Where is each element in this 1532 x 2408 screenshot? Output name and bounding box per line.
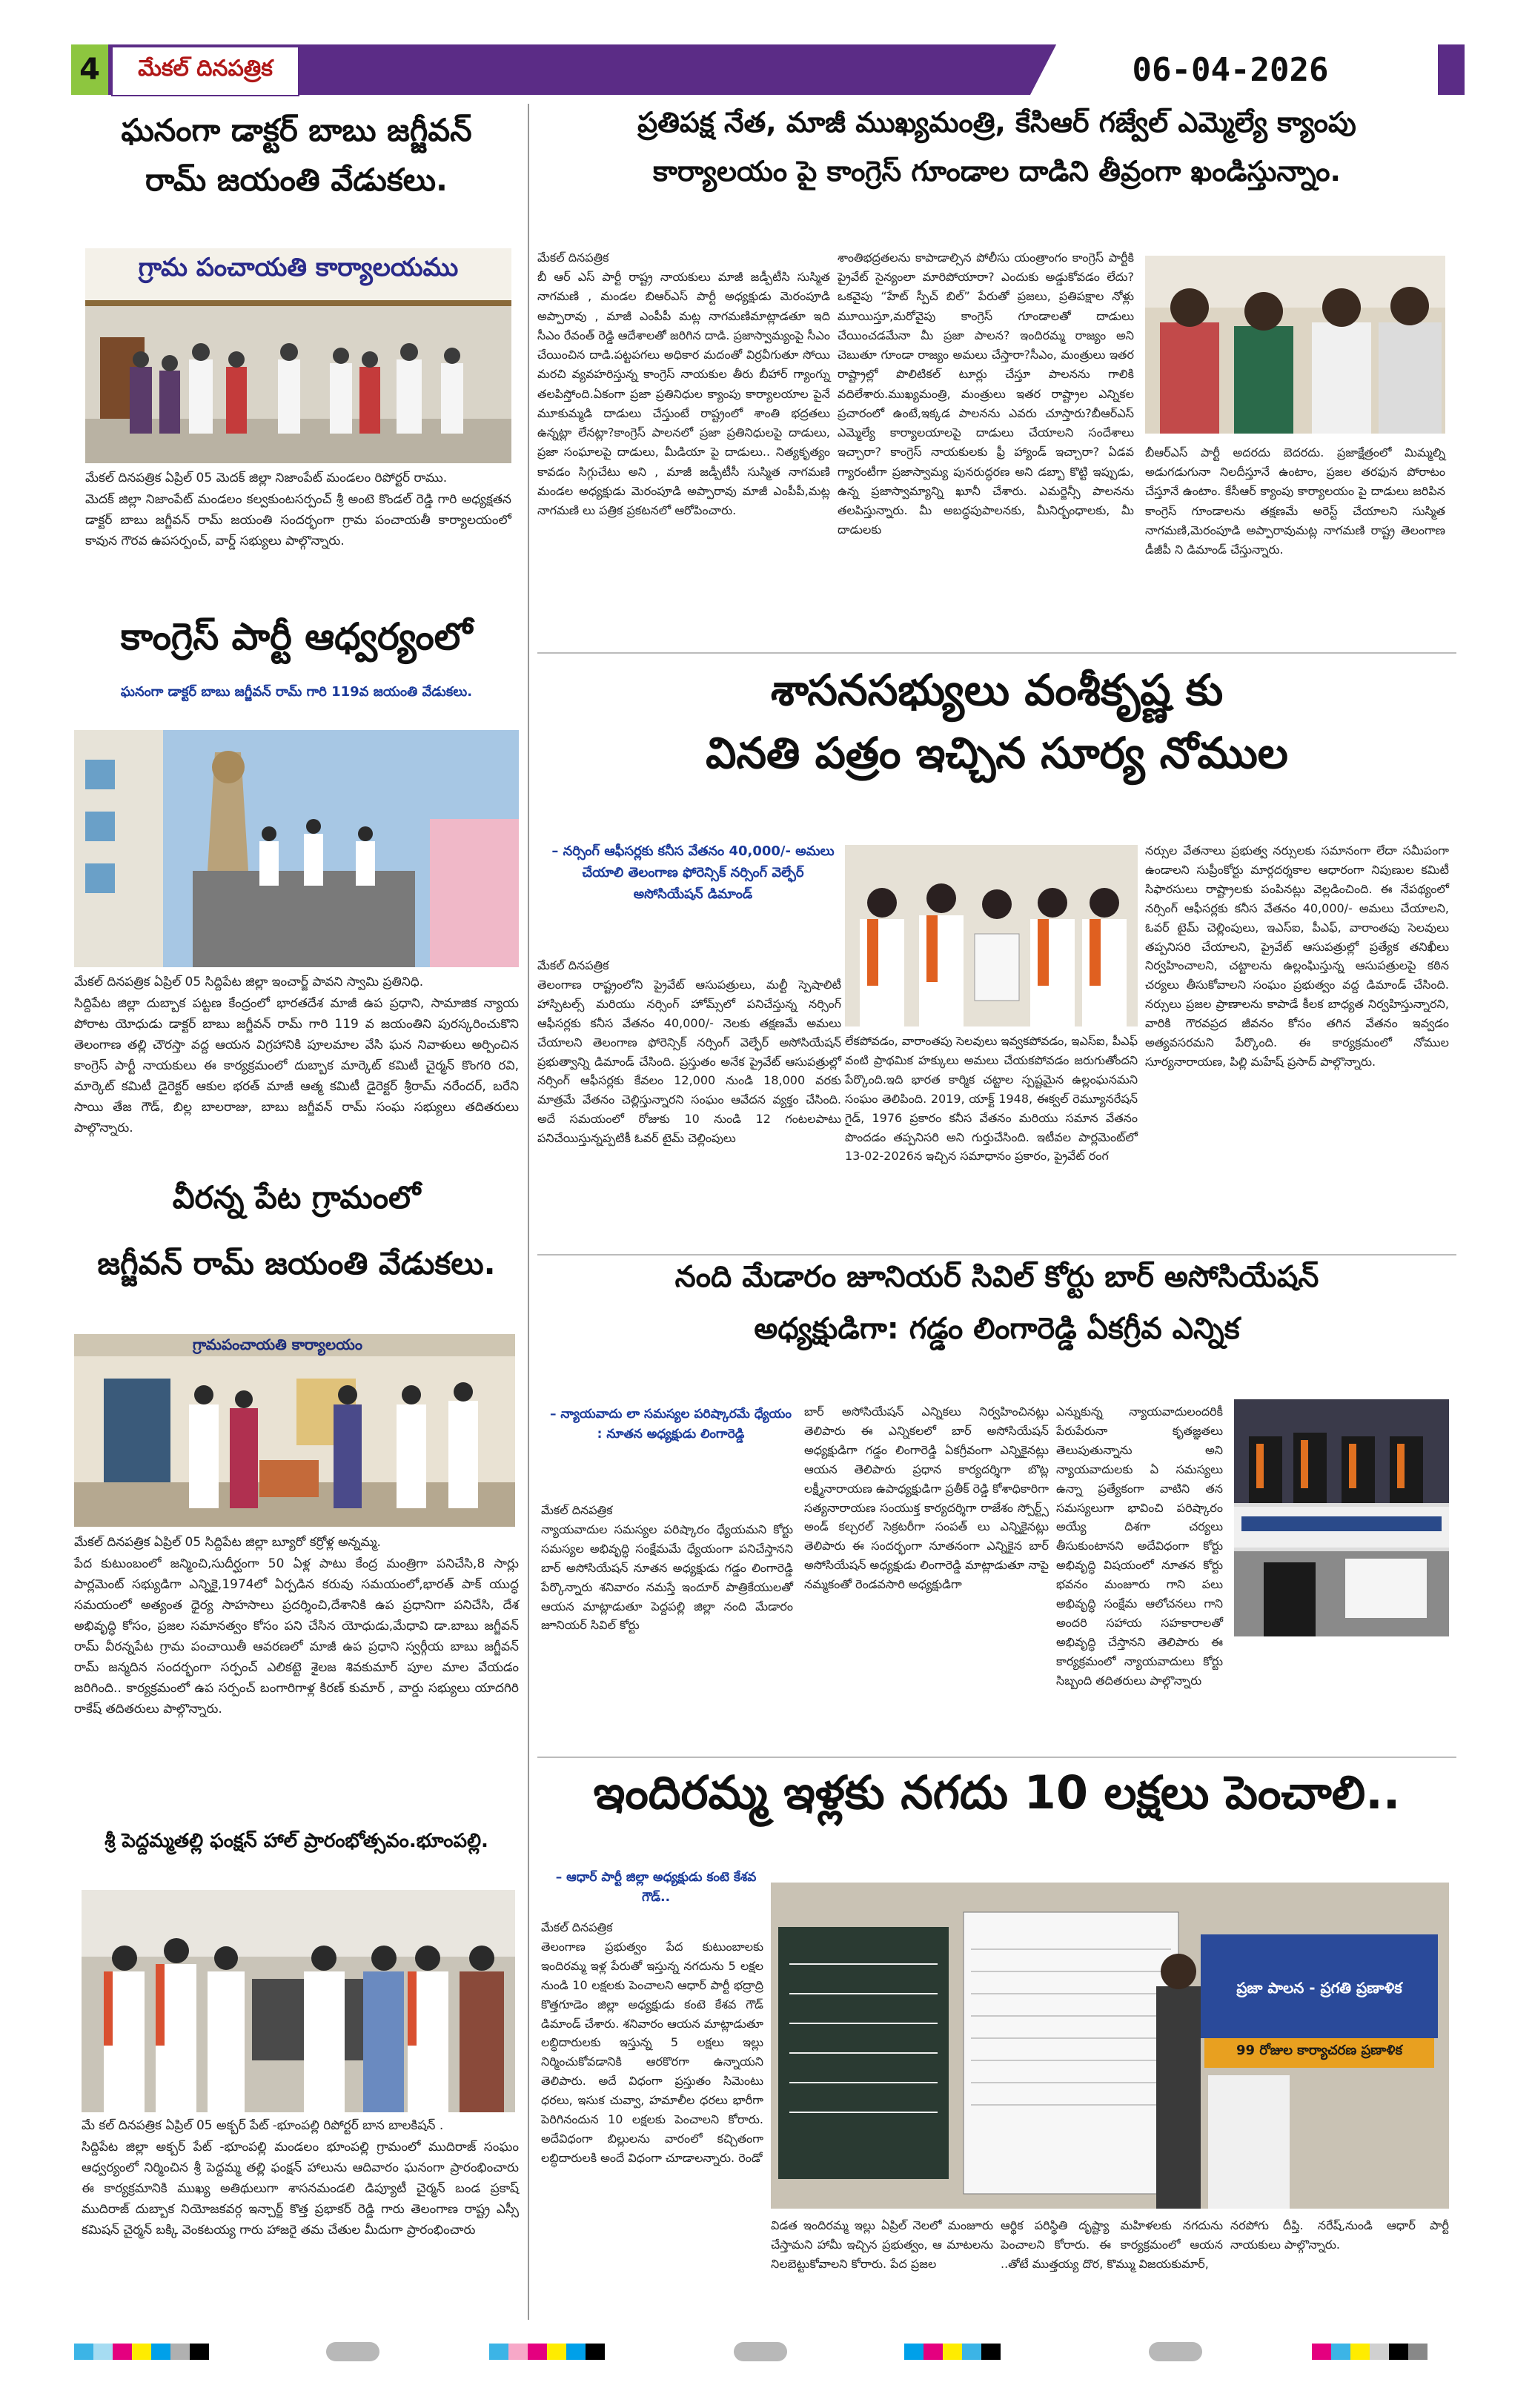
story7-rule (537, 1757, 1456, 1758)
story5-col2: శాంతిభద్రతలను కాపాడాల్సిన పోలీసు యంత్రాంగం కాంగ్రెస్ పార్టీకి ప్రైవేట్ సైన్యంలా మారిపోయారా? ఎందుకు అడ్డుకోవడం లేదు? ఒకవైపు “హేట్ స్పీచ్ బిల్” పేరుతో ప్రజలు, ప్రతిపక్షాల నోళ్లు మూయిస్తూ,మరోవైపు కాంగ్రెస్ గూండాలతో దాడులు చేయించడమేనా మీ ప్రజా పాలన? ఇందిరమ్మ రాజ్యం అని చెబుతూ గూండా రాజ్యం అమలు చేస్తారా?సీఎం, మంత్రులు ఇతర రాష్ట్రాల్లో పొలిటికల్ టూర్లు చేస్తూ పాలనను గాలికి వదిలేశారు.ముఖ్యమంత్రి, మంత్రులు ఇతర రాష్ట్రాల ఎన్నికల ప్రచారంలో ఉంటే,ఇక్కడ పాలనను ఎవరు చూస్తారు?బీఆర్ఎస్ ఎమ్మెల్యే కార్యాలయాలపై దాడులు చేయాలని సందేశాలు ఇచ్చారా? కాంగ్రెస్ నాయకులకు ఫ్రీ హ్యాండ్ ఇచ్చారా? ఏడవ గ్యారంటీగా ప్రజాస్వామ్య పునరుద్ధరణ అని డబ్బా కొట్టి ఇప్పుడు, ఉన్న ప్రజాస్వామ్యాన్ని ఖూనీ చేశారు. ఎమర్జెన్సీ పాలనను తలపిస్తున్నారు. మీ అబద్ధపుపాలనకు, మీనిర్బంధాలకు, మీ దాడులకు (838, 251, 1134, 537)
story7-dateline: మేకల్ దినపత్రిక (541, 1503, 613, 1517)
story7-col3: ఎన్నుకున్న న్యాయవాదులందరికీ పేరుపేరునా కృతజ్ఞతలు తెలుపుతున్నాను అని న్యాయవాదులకు ఏ సమస్యలు ఉన్నా ప్రత్యేకంగా వాటిని తన సమస్యలుగా భావించి పరిష్కారం అయ్యే దిశగా చర్యలు తీసుకుంటానని అదేవిధంగా కోర్టు అభివృద్ధి విషయంలో నూతన కోర్టు భవనం మంజూరు గాని పలు అభివృద్ధి సంక్షేమ ఆలోచనలు గాని అందరి సహాయ సహకారాలతో అభివృద్ధి చేస్తానని తెలిపారు ఈ కార్యక్రమంలో న్యాయవాదులు కోర్టు సిబ్బంది తదితరులు పాల్గొన్నారు (1056, 1404, 1223, 1688)
story6-col3: నర్సుల వేతనాలు ప్రభుత్వ నర్సులకు సమానంగా లేదా సమీపంగా ఉండాలని సుప్రీంకోర్టు మార్గదర్శకాల ఆధారంగా నిపుణుల కమిటీ సిఫారసులు రాష్ట్రాలకు పంపినట్లు వెల్లడించింది. ఈ నేపథ్యంలో నర్సింగ్ ఆఫీసర్లకు కనీస వేతనం 40,000/- అమలు చేయాలని, ఓవర్ టైమ్ చెల్లింపులు, ఇఎస్ఐ, పీఎఫ్, వారాంతపు సెలవులు తప్పనిసరి చేయాలని, ప్రైవేట్ ఆసుపత్రుల్లో ప్రత్యేక తనిఖీలు నిర్వహించాలని, చట్టాలను ఉల్లంఘిస్తున్న ఆసుపత్రులపై కఠిన చర్యలు తీసుకోవాలని సంఘం ప్రభుత్వం వద్ద డిమాండ్ చేసింది. నర్సులు ప్రజల ప్రాణాలను కాపాడే కీలక బాధ్యత నిర్వహిస్తున్నారని, వారికి గౌరవప్రద జీవనం కోసం తగిన వేతనం ఇవ్వడం అత్యవసరమని పేర్కొంది. ఈ కార్యక్రమంలో నోముల సూర్యనారాయణ, పిల్లి మహేష్ ప్రసాద్ పాల్గొన్నారు. (1145, 843, 1449, 1069)
story7-col1: మేకల్ దినపత్రిక న్యాయవాదుల సమస్యల పరిష్కారం ధ్యేయమని కోర్టు సమస్యల అభివృద్ధి సంక్షేమమే ధ్యేయంగా పనిచేస్తానని బార్ అసోసియేషన్ నూతన అధ్యక్షుడు గడ్డం లింగారెడ్డి పేర్కొన్నారు శనివారం నమస్తే ఇందూర్ పాత్రికేయులతో ఆయన మాట్లాడుతూ పెద్దపల్లి జిల్లా నంది మేడారం జూనియర్ సివిల్ కోర్టు (541, 1501, 793, 1635)
story5-col1: మేకల్ దినపత్రిక బీ ఆర్ ఎస్ పార్టీ రాష్ట్ర నాయకులు మాజీ జడ్పీటీసి సుస్మిత నాగమణి , మండల బిఆర్ఎస్ పార్టీ అధ్యక్షుడు మెరంపూడి అప్పారావు , మాజీ ఎంపీపీ మట్ల నాగమణిమాట్లాడతూ ఇది సీఎం రేవంత్ రెడ్డి ఆదేశాలతో జరిగిన దాడి. ప్రజాస్వామ్యంపై సీఎం చేయించిన దాడి.పట్టపగలు అధికార మదంతో విర్రవీగుతూ సోయి మరచి వ్యవహరిస్తున్న కాంగ్రెస్ నాయకుల తీరు బీహార్ గ్యాంగ్ను తలపిస్తోంది.ఏకంగా ప్రజా ప్రతినిధుల క్యాంపు కార్యాలయాల పైనే మూకుమ్మడి దాడులు చేస్తుంటే రాష్ట్రంలో శాంతి భద్రతలు ఉన్నట్లా లేనట్లా?కాంగ్రెస్ పాలనలో ప్రజా ప్రతినిధులపై దాడులు, ప్రజా సంఘాలపై దాడులు, మీడియా పై దాడులు.. నిత్యకృత్యం కావడం సిగ్గుచేటు అని , మాజీ జడ్పీటీసీ సుస్మిత నాగమణి మండల అధ్యక్షుడు మెరంపూడి అప్పారావు మాజీ ఎంపీపీ,మట్ల నాగమణి లు పత్రిక ప్రకటనలో ఆరోపించారు. (537, 248, 830, 520)
story8-col3: ఆర్థిక పరిస్థితి దృష్ట్యా మహిళలకు నగదును పెంచాలని కోరారు. ఈ కార్యక్రమంలో ఆయన ..తోటే ముత్తయ్య దొర, కొమ్ము విజయకుమార్, (1001, 2218, 1223, 2271)
footer-registration-pill-1 (326, 2342, 379, 2361)
story8-col1: మేకల్ దినపత్రిక తెలంగాణ ప్రభుత్వం పేద కుటుంబాలకు ఇందిరమ్మ ఇళ్ల పేరుతో ఇస్తున్న నగదును 5 లక్షల నుండి 10 లక్షలకు పెంచాలని ఆధార్ పార్టీ భద్రాద్రి కొత్తగూడెం జిల్లా అధ్యక్షుడు కంటె కేశవ గౌడ్ డిమాండ్ చేశారు. శనివారం ఆయన మాట్లాడుతూ లబ్ధిదారులకు ఇస్తున్న 5 లక్షలు ఇల్లు నిర్మించుకోవడానికి ఆరకొరగా ఉన్నాయని తెలిపారు. అదే విధంగా ప్రస్తుతం సిమెంటు ధరలు, ఇసుక చువ్వా, హమాలీల ధరలు భారీగా పెరిగినందున 10 లక్షలకు పెంచాలని కోరారు. అదేవిధంగా బిల్లులను వారంలో కచ్చితంగా లబ్ధిదారులకి అందే విధంగా చూడాలన్నారు. రెండో (541, 1918, 763, 2168)
masthead-corner (1438, 44, 1465, 95)
story5-col3: బీఆర్ఎస్ పార్టీ అదరదు బెదరదు. ప్రజాక్షేత్రంలో మిమ్మల్ని అడుగడుగునా నిలదీస్తూనే ఉంటాం, ప్రజల తరఫున పోరాటం చేస్తూనే ఉంటాం. కేసీఆర్ క్యాంపు కార్యాలయం పై దాడులు జరిపిన కాంగ్రెస్ గూండాలను తక్షణమే అరెస్ట్ చేయాలని సుస్మిత నాగమణి,మెరంపూడి అప్పారావుమట్ల నాగమణి రాష్ట్ర తెలంగాణ డీజీపీ ని డిమాండ్ చేస్తున్నారు. (1145, 445, 1445, 557)
story2-photo (74, 730, 519, 967)
story1-heading: ఘనంగా డాక్టర్ బాబు జగ్జీవన్ రామ్ జయంతి వేడుకలు. (121, 112, 472, 198)
page-number: 4 (71, 44, 108, 95)
story4-body: సిద్దిపేట జిల్లా అక్బర్ పేట్ -భూంపల్లి మండలం భూంపల్లి గ్రామంలో ముదిరాజ్ సంఘం ఆధ్వర్యంలో నిర్మించిన శ్రీ పెద్దమ్మ తల్లి ఫంక్షన్ హాలును ఆదివారం ఘనంగా ప్రారంభించారు ఈ కార్యక్రమానికి ముఖ్య అతిథులుగా శాసనమండలి డిప్యూటీ చైర్మన్ బండ ప్రకాష్ ముదిరాజ్ దుబ్బాక నియోజకవర్గ ఇన్చార్జ్ కొత్త ప్రభాకర్ రెడ్డి గారు తెలంగాణ రాష్ట్ర ఎస్సీ కమిషన్ చైర్మన్ బక్కి వెంకటయ్య గారు హాజరై తమ చేతుల మీదుగా ప్రారంభించారు (82, 2140, 519, 2238)
story6-col2: లేకపోవడం, వారాంతపు సెలవులు ఇవ్వకపోవడం, ఇఎస్ఐ, పీఎఫ్ వంటి ప్రాథమిక హక్కులు అమలు చేయకపోవడం జరుగుతోందని పేర్కొంది.ఇది భారత కార్మిక చట్టాల స్పష్టమైన ఉల్లంఘనమని సంఘం తెలిపింది. 2019, యాక్ట్ 1948, ఈక్వల్ రెమ్యూనరేషన్ గైడ్‌, 1976 ప్రకారం కనీస వేతనం మరియు సమాన వేతనం పొందడం తప్పనిసరి అని గుర్తుచేసింది. ఇటీవల పార్లమెంట్‌లో 13-02-2026న ఇచ్చిన సమాధానం ప్రకారం, ప్రైవేట్ రంగ (845, 1034, 1138, 1164)
story4-photo (82, 1890, 515, 2112)
story8-photo (771, 1883, 1449, 2209)
story3-photo (74, 1334, 515, 1527)
story1-photo (85, 248, 511, 463)
story2-subheading: ఘనంగా డాక్టర్ బాబు జగ్జీవన్ రామ్ గారి 119వ జయంతి వేడుకలు. (120, 684, 473, 700)
story4-caption: మే కల్ దినపత్రిక ఏప్రిల్ 05 అక్బర్ పేట్ -భూంపల్లి రిపోర్టర్ బాన బాలకిషన్ . (82, 2118, 444, 2133)
footer-registration-pill-3 (1149, 2342, 1202, 2361)
story2-heading: కాంగ్రెస్ పార్టీ ఆధ్వర్యంలో (120, 615, 473, 658)
footer-colorbar-1 (74, 2344, 209, 2360)
footer-registration-pill-2 (734, 2342, 787, 2361)
footer-colorbar-3 (904, 2344, 1001, 2360)
story4-heading: శ్రీ పెద్దమ్మతల్లి ఫంక్షన్ హాల్ ప్రారంభోత్సవం.భూంపల్లి. (105, 1830, 488, 1852)
story7-col2: బార్ అసోసియేషన్ ఎన్నికలు నిర్వహించినట్లు తెలిపారు ఈ ఎన్నికలలో బార్ అసోసియేషన్ అధ్యక్షుడిగా గడ్డం లింగారెడ్డి ఏకగ్రీవంగా ఎన్నికైనట్లు ఆయన తెలిపారు ప్రధాన కార్యదర్శిగా బొట్ల లక్ష్మీనారాయణ ఉపాధ్యక్షుడిగా ప్రతీక్ రెడ్డి కోశాధికారిగా సత్యనారాయణ సంయుక్త కార్యదర్శిగా రాజేశం స్పోర్ట్స్ అండ్ కల్చరల్ సెక్రటరీగా సంపత్ లు ఎన్నికైనట్లు తెలిపారు ఈ సందర్భంగా నూతనంగా ఎన్నికైన బార్ అసోసియేషన్ అధ్యక్షుడు లింగారెడ్డి మాట్లాడుతూ నాపై నమ్మకంతో రెండవసారి అధ్యక్షుడిగా (804, 1404, 1049, 1592)
story1-photo-sign: గ్రామ పంచాయతి కార్యాలయము (138, 253, 459, 282)
story6-dateline: మేకల్ దినపత్రిక (537, 958, 609, 972)
story8-banner-line2: 99 రోజుల కార్యాచరణ ప్రణాళిక (1236, 2043, 1402, 2058)
story3-heading: వీరన్న పేట గ్రామంలో జగ్జీవన్ రామ్ జయంతి వేడుకలు. (97, 1179, 496, 1281)
story5-photo (1145, 256, 1445, 434)
footer-colorbar-4 (1312, 2344, 1427, 2360)
story6-rule (537, 1254, 1456, 1256)
story6-heading: శాసనసభ్యులు వంశీకృష్ణ కు వినతి పత్రం ఇచ్చిన సూర్య నోముల (706, 665, 1288, 778)
story8-subheading: – ఆధార్ పార్టీ జిల్లా అధ్యక్షుడు కంటె కేశవ గౌడ్.. (555, 1870, 757, 1905)
story7-subheading: – న్యాయవాదు లా సమస్యల పరిష్కారమే ధ్యేయం : నూతన అధ్యక్షుడు లింగారెడ్డి (549, 1407, 792, 1442)
story5-rule (537, 652, 1456, 654)
story6-photo (845, 845, 1138, 1026)
footer-colorbar-2 (489, 2344, 605, 2360)
story5-heading: ప్రతిపక్ష నేత, మాజీ ముఖ్యమంత్రి, కేసిఆర్ గజ్వేల్ ఎమ్మెల్యే క్యాంపు కార్యాలయం పై కాంగ్రెస్ గూండాల దాడిని తీవ్రంగా ఖండిస్తున్నాం. (637, 106, 1356, 188)
story3-body: పేద కుటుంబంలో జన్మించి,సుదీర్ఘంగా 50 ఏళ్ల పాటు కేంద్ర మంత్రిగా పనిచేసి,8 సార్లు పార్లమెంట్ సభ్యుడిగా ఎన్నికై,1974లో ఏర్పడిన కరువు సమయంలో,భారత్ పాక్ యుద్ధ సమయంలో అత్యంత ధైర్య సాహసాలు ప్రదర్శించి,దేశానికి ఉప ప్రధానిగా పనిచేసి, దేశ అభివృద్ధి కోసం, ప్రజల సమానత్వం కోసం పని చేసిన యోధుడు,మేధావి డా.బాబు జగ్జీవన్ రామ్ వీరన్నపేట గ్రామ పంచాయితీ ఆవరణలో మాజీ ఉప ప్రధాని స్వర్గీయ బాబు జగ్జీవన్ రామ్ జన్మదిన సందర్భంగా సర్పంచ్ ఎలికట్టె శైలజ శివకుమార్ పూల మాల వేయడం జరిగింది.. కార్యక్రమంలో ఉప సర్పంచ్ బంగారిగాళ్ల కిరణ్ కుమార్ , వార్డు సభ్యులు యాదగిరి రాకేష్ తదితరులు పాల్గొన్నారు. (74, 1556, 519, 1717)
story2-caption: మేకల్ దినపత్రిక ఏప్రిల్ 05 సిద్దిపేట జిల్లా ఇంచార్జ్ పావని స్వామి ప్రతినిధి. (74, 975, 424, 989)
story6-col1: మేకల్ దినపత్రిక తెలంగాణ రాష్ట్రంలోని ప్రైవేట్ ఆసుపత్రులు, మల్టీ స్పెషాలిటీ హాస్పిటల్స్ మరియు నర్సింగ్ హోమ్స్‌లో పనిచేస్తున్న నర్సింగ్ ఆఫీసర్లకు కనీస వేతనం 40,000/- నెలకు తక్షణమే అమలు చేయాలని తెలంగాణ ఫోరెన్సిక్ నర్సింగ్ వెల్ఫేర్ అసోసియేషన్ ప్రభుత్వాన్ని డిమాండ్ చేసింది. ప్రస్తుతం అనేక ప్రైవేట్ ఆసుపత్రుల్లో నర్సింగ్ ఆఫీసర్లకు కేవలం 12,000 నుండి 18,000 వరకు మాత్రమే వేతనం చెల్లిస్తున్నారని సంఘం ఆవేదన వ్యక్తం చేసింది. అదే సమయంలో రోజుకు 10 నుండి 12 గంటలపాటు పనిచేయిస్తున్నప్పటికీ ఓవర్ టైమ్ చెల్లింపులు (537, 956, 841, 1148)
story8-col4: నరపోగు దీప్తి. నరేష్,నుండి ఆధార్ పార్టీ నాయకులు పాల్గొన్నారు. (1230, 2218, 1449, 2252)
story8-banner-line1: ప్రజా పాలన - ప్రగతి ప్రణాళిక (1236, 1979, 1402, 1997)
story7-photo (1234, 1399, 1449, 1636)
story3-caption: మేకల్ దినపత్రిక ఏప్రిల్ 05 సిద్దిపేట జిల్లా బ్యూరో కర్రోళ్ల అన్నమ్మ. (74, 1535, 381, 1550)
story2-body: సిద్దిపేట జిల్లా దుబ్బాక పట్టణ కేంద్రంలో భారతదేశ మాజీ ఉప ప్రధాని, సామాజిక న్యాయ పోరాట యోధుడు డాక్టర్ బాబు జగ్జీవన్ రామ్ గారి 119 వ జయంతిని పురస్కరించుకొని తెలంగాణ తల్లి చౌరస్తా వద్ద ఆయన విగ్రహానికి పూలమాల వేసి ఘన నివాళులు అర్పించిన కాంగ్రెస్ పార్టీ నాయకులు ఈ కార్యక్రమంలో దుబ్బాక మార్కెట్ కమిటీ చైర్మన్ కొంగరి రవి, మార్కెట్ కమిటీ డైరెక్టర్ ఆకుల భరత్ మాజీ ఆత్మ కమిటీ డైరెక్టర్ శ్రీరామ్ నరేందర్, బరేని సాయి తేజ గౌడ్, బిల్ల బాలరాజు, బాబు జగ్జీవన్ రామ్ సంఘ సభ్యులు తదితరులు పాల్గొన్నారు. (74, 996, 519, 1136)
paper-logo: మేకల్ దినపత్రిక (111, 46, 299, 96)
column-divider (528, 104, 529, 2320)
story1-body: మెదక్ జిల్లా నిజాంపేట్ మండలం కల్వకుంటసర్పంచ్ శ్రీ అంటె కొండల్ రెడ్డి గారి అధ్యక్షతన డాక్టర్ బాబు జగ్జీవన్ రామ్ జయంతి సందర్భంగా గ్రామ పంచాయతీ కార్యాలయంలో కావున గౌరవ ఉపసర్పంచ్, వార్డ్ సభ్యులు పాల్గొన్నారు. (85, 492, 511, 549)
story3-photo-sign: గ్రామపంచాయతి కార్యాలయం (193, 1336, 362, 1353)
story8-dateline: మేకల్ దినపత్రిక (541, 1920, 613, 1934)
story5-dateline: మేకల్ దినపత్రిక (537, 251, 609, 265)
story8-heading: ఇందిరమ్మ ఇళ్లకు నగదు 10 లక్షలు పెంచాలి.. (593, 1765, 1401, 1820)
story6-subheading: – నర్సింగ్ ఆఫీసర్లకు కనీస వేతనం 40,000/- అమలు చేయాలి తెలంగాణ ఫోరెన్సిక్ నర్సింగ్ వెల్ఫేర్ అసోసియేషన్ డిమాండ్ (551, 843, 835, 902)
issue-date: 06-04-2026 (1132, 50, 1329, 89)
story8-col2: విడత ఇందిరమ్మ ఇల్లు ఏప్రిల్ నెలలో మంజూరు చేస్తామని హామీ ఇచ్చిన ప్రభుత్వం, ఆ మాటలను నిలబెట్టుకోవాలని కోరారు. పేద ప్రజల (771, 2218, 993, 2271)
story1-caption: మేకల్ దినపత్రిక ఏప్రిల్ 05 మెదక్ జిల్లా నిజాంపేట్ మండలం రిపోర్టర్ రాము. (85, 471, 448, 485)
story7-heading: నంది మేడారం జూనియర్ సివిల్ కోర్టు బార్ అసోసియేషన్ అధ్యక్షుడిగా: గడ్డం లింగారెడ్డి ఏకగ్రీవ ఎన్నిక (674, 1260, 1319, 1346)
